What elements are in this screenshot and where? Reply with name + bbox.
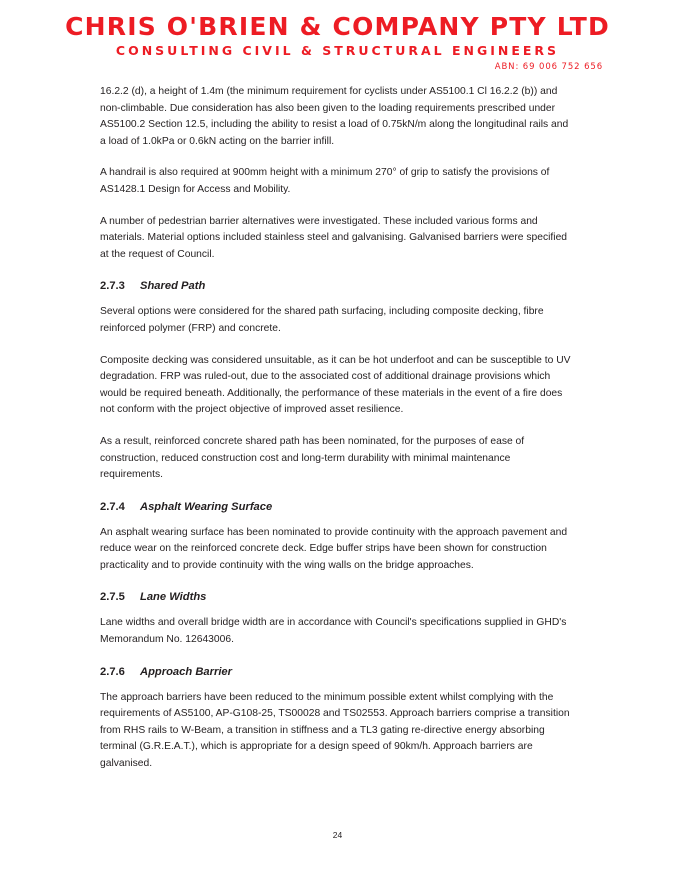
paragraph: A number of pedestrian barrier alternatives were investigated. These included various forms and materials. Material options included stainless steel and galvanising. Galvanised barriers were specified at the request of Council. xyxy=(100,215,568,260)
section-title: Asphalt Wearing Surface xyxy=(140,500,273,513)
paragraph: Composite decking was considered unsuitable, as it can be hot underfoot and can be susceptible to UV degradation. FRP was ruled-out, due to the associated cost of additional drainage provisions which would be required beneath. Additionally, the performance of these materials in the event of a fire does not conform with the project objective of improved asset resilience. xyxy=(100,354,571,416)
section-number: 2.7.4 xyxy=(100,500,125,513)
section-heading-2-7-3 xyxy=(100,278,574,294)
document-body xyxy=(100,84,574,788)
section-heading-2-7-6 xyxy=(100,664,574,680)
company-name: CHRIS O'BRIEN & COMPANY PTY LTD xyxy=(65,12,610,41)
section-title: Shared Path xyxy=(140,280,206,293)
section-number: 2.7.6 xyxy=(100,665,125,678)
section-title: Approach Barrier xyxy=(140,665,233,678)
paragraph: Several options were considered for the shared path surfacing, including composite decking, fibre reinforced polymer (FRP) and concrete. xyxy=(100,306,544,334)
paragraph: Lane widths and overall bridge width are in accordance with Council's specifications supplied in GHD's Memorandum No. 12643006. xyxy=(100,617,567,646)
paragraph: 16.2.2 (d), a height of 1.4m (the minimum requirement for cyclists under AS5100.1 Cl 16.2.2 (b)) and non-climbable. Due consideration has also been given to the loading requirements prescribed under AS5100.2 Section 12.5, including the ability to resist a load of 0.75kN/m along the longitudinal rails and a load of 1.0kPa or 0.6kN acting on the barrier infill. xyxy=(100,86,569,147)
company-tagline: CONSULTING CIVIL & STRUCTURAL ENGINEERS xyxy=(115,43,560,59)
paragraph: A handrail is also required at 900mm height with a minimum 270° of grip to satisfy the provisions of AS1428.1 Design for Access and Mobility. xyxy=(100,167,550,195)
letterhead xyxy=(0,0,675,72)
paragraph: An asphalt wearing surface has been nominated to provide continuity with the approach pavement and reduce wear on the reinforced concrete deck. Edge buffer strips have been shown for construction practicality and to provide continuity with the wing walls on the bridge approaches. xyxy=(100,526,568,571)
section-title: Lane Widths xyxy=(140,591,207,604)
page-number: 24 xyxy=(332,830,343,840)
company-abn: ABN: 69 006 752 656 xyxy=(494,62,603,73)
section-heading-2-7-4 xyxy=(100,499,574,515)
section-number: 2.7.3 xyxy=(100,280,125,293)
section-number: 2.7.5 xyxy=(100,591,125,604)
paragraph: As a result, reinforced concrete shared path has been nominated, for the purposes of ease of construction, reduced construction cost and long-term durability with minimal maintenance requirements. xyxy=(100,435,525,481)
paragraph: The approach barriers have been reduced to the minimum possible extent whilst complying with the requirements of AS5100, AP-G108-25, TS00028 and TS02553. Approach barriers comprise a transition from RHS rails to W-Beam, a transition in stiffness and a TL3 gating re-directive energy absorbing terminal (G.R.E.A.T.), which is appropriate for a design speed of 90km/h. Approach barriers are galvanised. xyxy=(100,691,570,770)
section-heading-2-7-5 xyxy=(100,589,574,605)
